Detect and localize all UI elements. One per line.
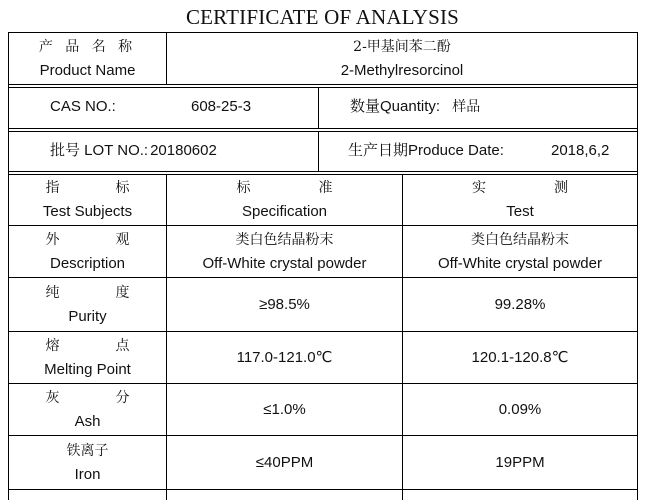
header-zh-char: 准 <box>318 180 333 196</box>
table-row-iron-test <box>403 436 637 489</box>
test-zh: 类白色结晶粉末 <box>471 231 569 248</box>
table-row-iron-subject <box>9 436 166 489</box>
table-row-melting-spec <box>167 332 402 383</box>
header-specification <box>167 175 402 225</box>
table-row-purity-spec <box>167 278 402 331</box>
row-divider <box>8 489 638 490</box>
quantity-value: 样品 <box>452 99 481 115</box>
subject-zh-char: 度 <box>115 284 130 301</box>
row-divider <box>8 171 638 172</box>
product-value-zh: 2-甲基间苯二酚 <box>353 38 451 55</box>
header-specification-en: Specification <box>241 203 328 220</box>
cas-value: 608-25-3 <box>191 98 252 115</box>
table-row-purity-test <box>403 278 637 331</box>
table-row-description-test <box>403 226 637 277</box>
header-test-zh <box>472 176 568 200</box>
quantity-label <box>350 97 480 117</box>
table-row-description-spec <box>167 226 402 277</box>
quantity-label-text: 数量Quantity: <box>350 98 441 115</box>
spec-value: ≤40PPM <box>255 453 314 471</box>
subject-zh <box>46 386 130 410</box>
spec-value: ≥98.5% <box>259 295 310 313</box>
lot-label <box>50 141 217 161</box>
header-zh-char: 标 <box>115 180 130 196</box>
subject-en: Purity <box>68 307 107 325</box>
test-value: 19PPM <box>495 453 545 471</box>
subject-zh-char: 点 <box>115 337 130 354</box>
lot-label-text: 批号 LOT NO.: <box>50 142 149 159</box>
spec-value: 117.0-121.0℃ <box>236 348 333 366</box>
header-test-en: Test <box>506 203 534 220</box>
row-divider <box>8 128 638 129</box>
test-value: 99.28% <box>494 295 546 313</box>
product-value <box>167 33 637 84</box>
produce-date-label: 生产日期Produce Date: <box>348 142 504 159</box>
product-label-en: Product Name <box>39 61 136 79</box>
test-value: Off-White crystal powder <box>438 254 602 272</box>
subject-zh-char: 灰 <box>45 389 60 406</box>
table-row-ash-test <box>403 384 637 435</box>
product-label <box>9 33 166 84</box>
subject-en: Ash <box>74 412 101 430</box>
subject-zh-char: 分 <box>115 389 130 406</box>
produce-date-value: 2018,6,2 <box>551 142 610 159</box>
subject-zh-char: 熔 <box>45 337 60 354</box>
header-test-subjects-zh <box>46 176 130 200</box>
subject-zh: 铁离子 <box>66 442 109 459</box>
subject-zh <box>46 281 130 305</box>
cas-label: CAS NO.: <box>50 98 116 115</box>
subject-zh-char: 外 <box>45 231 60 248</box>
subject-zh-char: 观 <box>115 231 130 248</box>
table-border-right <box>637 32 638 500</box>
table-row-ash-spec <box>167 384 402 435</box>
header-zh-char: 指 <box>45 180 60 196</box>
header-zh-char: 测 <box>554 180 568 196</box>
header-specification-zh <box>237 176 333 200</box>
col-divider <box>318 87 319 129</box>
spec-value: Off-White crystal powder <box>202 254 367 272</box>
product-value-en: 2-Methylresorcinol <box>340 61 464 79</box>
test-value: 0.09% <box>498 400 542 418</box>
spec-zh: 类白色结晶粉末 <box>235 231 334 248</box>
subject-en: Description <box>49 254 126 272</box>
header-zh-char: 实 <box>472 180 486 196</box>
product-label-zh: 产 品 名 称 <box>38 38 137 55</box>
header-zh-char: 标 <box>236 180 251 196</box>
row-divider <box>8 87 638 88</box>
subject-zh <box>46 228 130 252</box>
subject-en: Melting Point <box>44 360 131 378</box>
document-title: CERTIFICATE OF ANALYSIS <box>185 5 460 29</box>
table-row-ash-subject <box>9 384 166 435</box>
col-divider <box>318 131 319 172</box>
lot-value: 20180602 <box>150 142 217 159</box>
subject-zh-char: 纯 <box>45 284 60 301</box>
table-row-melting-test <box>403 332 637 383</box>
table-row-melting-subject <box>9 332 166 383</box>
test-value: 120.1-120.8℃ <box>471 348 569 366</box>
subject-zh <box>46 334 130 358</box>
header-test-subjects <box>9 175 166 225</box>
table-row-purity-subject <box>9 278 166 331</box>
subject-en: Iron <box>74 465 101 483</box>
row-divider <box>8 131 638 132</box>
table-row-description-subject <box>9 226 166 277</box>
header-test-subjects-en: Test Subjects <box>42 203 133 220</box>
row-divider <box>8 84 638 85</box>
header-test <box>403 175 637 225</box>
spec-value: ≤1.0% <box>263 400 306 418</box>
table-row-iron-spec <box>167 436 402 489</box>
